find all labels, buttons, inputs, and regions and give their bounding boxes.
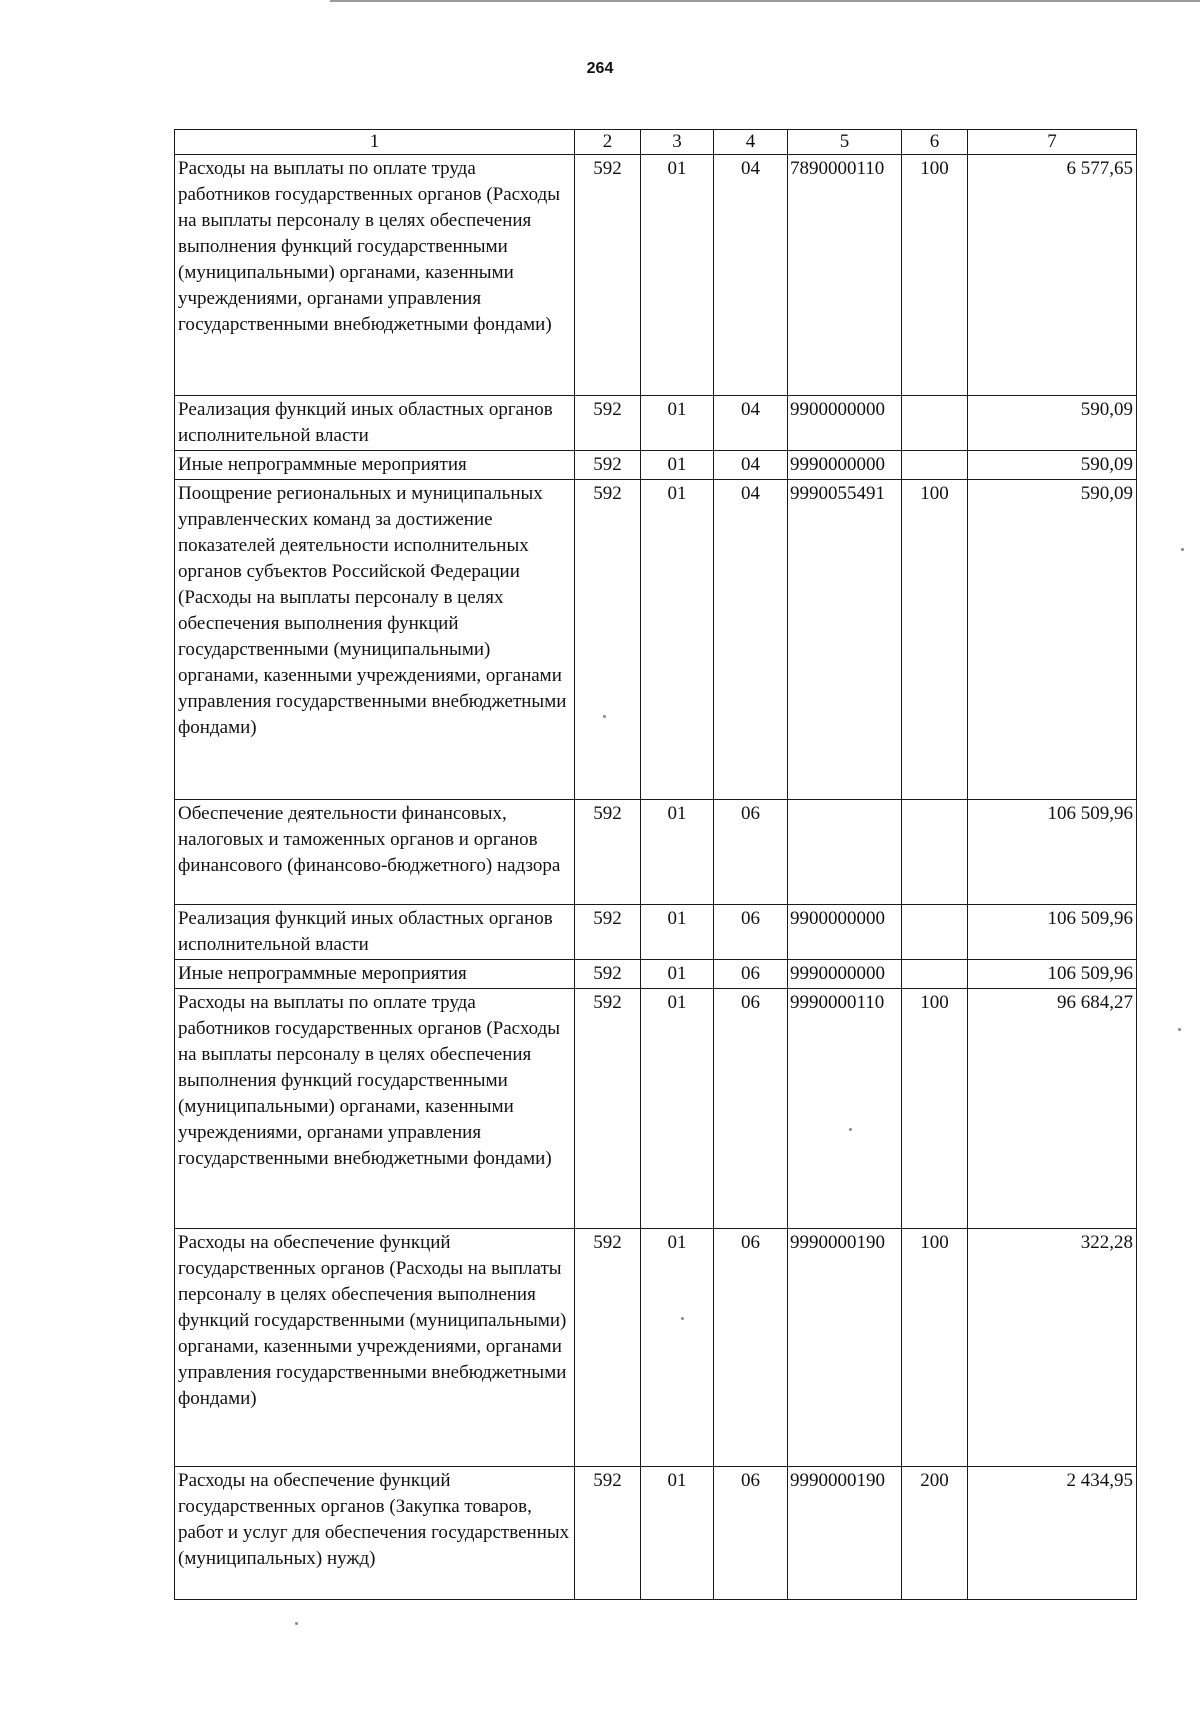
row-name: Расходы на обеспечение функций государственных органов (Расходы на выплаты персоналу в целях обеспечения выполнения функций государственными (муниципальными) органами, казенными учреждениями, органами управления государственными внебюджетными фондами) [175, 1229, 575, 1467]
row-target-article: 9990000000 [788, 451, 902, 480]
row-amount: 96 684,27 [968, 989, 1137, 1229]
row-subsection: 04 [714, 396, 788, 451]
scan-speck [1181, 548, 1184, 551]
row-amount: 106 509,96 [968, 960, 1137, 989]
row-expense-type: 100 [902, 155, 968, 396]
row-amount: 322,28 [968, 1229, 1137, 1467]
row-name: Реализация функций иных областных органов исполнительной власти [175, 396, 575, 451]
table-row [175, 800, 1137, 905]
table-header-row [175, 130, 1137, 155]
row-amount: 6 577,65 [968, 155, 1137, 396]
row-expense-type [902, 800, 968, 905]
row-target-article: 9900000000 [788, 396, 902, 451]
row-amount: 2 434,95 [968, 1467, 1137, 1600]
row-section: 01 [641, 960, 714, 989]
scan-speck [295, 1622, 298, 1625]
row-target-article: 9990000190 [788, 1229, 902, 1467]
header-cell: 5 [788, 130, 902, 155]
row-subsection: 06 [714, 1229, 788, 1467]
row-expense-type: 100 [902, 989, 968, 1229]
row-name: Обеспечение деятельности финансовых, налоговых и таможенных органов и органов финансового (финансово-бюджетного) надзора [175, 800, 575, 905]
row-amount: 590,09 [968, 480, 1137, 800]
row-name: Иные непрограммные мероприятия [175, 451, 575, 480]
row-expense-type: 200 [902, 1467, 968, 1600]
row-section: 01 [641, 1229, 714, 1467]
row-admin-code: 592 [575, 155, 641, 396]
row-expense-type [902, 905, 968, 960]
table-row [175, 155, 1137, 396]
row-subsection: 06 [714, 989, 788, 1229]
row-target-article: 7890000110 [788, 155, 902, 396]
row-name: Реализация функций иных областных органов исполнительной власти [175, 905, 575, 960]
row-admin-code: 592 [575, 480, 641, 800]
row-subsection: 06 [714, 905, 788, 960]
row-subsection: 06 [714, 960, 788, 989]
row-section: 01 [641, 905, 714, 960]
table-row [175, 905, 1137, 960]
row-admin-code: 592 [575, 451, 641, 480]
row-section: 01 [641, 155, 714, 396]
page-number: 264 [586, 60, 614, 77]
row-expense-type [902, 960, 968, 989]
table-row [175, 960, 1137, 989]
table-row [175, 396, 1137, 451]
table-row [175, 451, 1137, 480]
row-subsection: 04 [714, 155, 788, 396]
row-admin-code: 592 [575, 1467, 641, 1600]
row-section: 01 [641, 396, 714, 451]
table-row [175, 1229, 1137, 1467]
header-cell: 3 [641, 130, 714, 155]
row-section: 01 [641, 1467, 714, 1600]
row-admin-code: 592 [575, 960, 641, 989]
row-amount: 590,09 [968, 451, 1137, 480]
row-admin-code: 592 [575, 905, 641, 960]
table-row [175, 480, 1137, 800]
row-expense-type [902, 451, 968, 480]
scan-speck [681, 1317, 684, 1320]
header-cell: 6 [902, 130, 968, 155]
row-subsection: 04 [714, 451, 788, 480]
scan-speck [603, 715, 606, 718]
header-cell: 1 [175, 130, 575, 155]
row-subsection: 06 [714, 800, 788, 905]
row-section: 01 [641, 989, 714, 1229]
row-target-article: 9990000190 [788, 1467, 902, 1600]
row-admin-code: 592 [575, 1229, 641, 1467]
table-row [175, 989, 1137, 1229]
row-name: Иные непрограммные мероприятия [175, 960, 575, 989]
row-subsection: 06 [714, 1467, 788, 1600]
scan-speck [849, 1128, 852, 1131]
row-target-article: 9990055491 [788, 480, 902, 800]
row-admin-code: 592 [575, 396, 641, 451]
row-target-article: 9900000000 [788, 905, 902, 960]
header-cell: 2 [575, 130, 641, 155]
header-cell: 7 [968, 130, 1137, 155]
row-section: 01 [641, 451, 714, 480]
row-amount: 106 509,96 [968, 800, 1137, 905]
row-name: Расходы на выплаты по оплате труда работников государственных органов (Расходы на выплаты персоналу в целях обеспечения выполнения функций государственными (муниципальными) органами, казенными учреждениями, органами управления государственными внебюджетными фондами) [175, 989, 575, 1229]
row-admin-code: 592 [575, 800, 641, 905]
table-row [175, 1467, 1137, 1600]
row-name: Расходы на выплаты по оплате труда работников государственных органов (Расходы на выплаты персоналу в целях обеспечения выполнения функций государственными (муниципальными) органами, казенными учреждениями, органами управления государственными внебюджетными фондами) [175, 155, 575, 396]
row-target-article: 9990000110 [788, 989, 902, 1229]
row-expense-type [902, 396, 968, 451]
row-name: Поощрение региональных и муниципальных управленческих команд за достижение показателей деятельности исполнительных органов субъектов Российской Федерации (Расходы на выплаты персоналу в целях обеспечения выполнения функций государственными (муниципальными) органами, казенными учреждениями, органами управления государственными внебюджетными фондами) [175, 480, 575, 800]
header-cell: 4 [714, 130, 788, 155]
row-amount: 106 509,96 [968, 905, 1137, 960]
row-section: 01 [641, 800, 714, 905]
budget-table [174, 129, 1137, 1600]
scan-top-rule [330, 0, 1200, 2]
row-expense-type: 100 [902, 1229, 968, 1467]
row-section: 01 [641, 480, 714, 800]
row-target-article: 9990000000 [788, 960, 902, 989]
row-name: Расходы на обеспечение функций государственных органов (Закупка товаров, работ и услуг для обеспечения государственных (муниципальных) нужд) [175, 1467, 575, 1600]
scan-speck [1178, 1028, 1181, 1031]
row-admin-code: 592 [575, 989, 641, 1229]
row-target-article [788, 800, 902, 905]
row-expense-type: 100 [902, 480, 968, 800]
row-amount: 590,09 [968, 396, 1137, 451]
row-subsection: 04 [714, 480, 788, 800]
